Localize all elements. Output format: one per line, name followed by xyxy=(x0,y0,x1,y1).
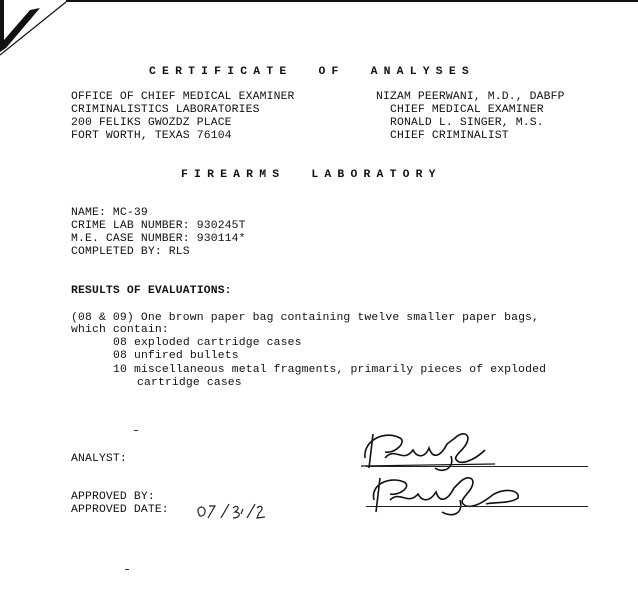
approved-by-label: APPROVED BY: xyxy=(71,491,155,503)
criminalist-title: CHIEF CRIMINALIST xyxy=(390,130,509,142)
certificate-heading: CERTIFICATE OF ANALYSES xyxy=(149,66,475,78)
result-item-fragments-cont: cartridge cases xyxy=(137,377,242,389)
office-line: OFFICE OF CHIEF MEDICAL EXAMINER xyxy=(71,91,295,103)
completed-by: COMPLETED BY: RLS xyxy=(71,246,190,258)
scan-speck xyxy=(125,569,129,570)
corner-fold-mark xyxy=(0,0,70,60)
criminalist-name: RONALD L. SINGER, M.S. xyxy=(390,117,544,129)
city-line: FORT WORTH, TEXAS 76104 xyxy=(71,130,232,142)
crime-lab-number: CRIME LAB NUMBER: 930245T xyxy=(71,220,246,232)
approved-date-label: APPROVED DATE: xyxy=(71,504,169,516)
approver-signature-line xyxy=(366,506,588,507)
analyst-signature xyxy=(355,428,505,478)
lab-heading: FIREARMS LABORATORY xyxy=(181,169,442,181)
medical-examiner-name: NIZAM PEERWANI, M.D., DABFP xyxy=(376,91,565,103)
top-border-line xyxy=(66,0,638,2)
medical-examiner-title: CHIEF MEDICAL EXAMINER xyxy=(390,104,544,116)
results-intro-line2: which contain: xyxy=(71,324,169,336)
result-item-bullets: 08 unfired bullets xyxy=(113,350,239,362)
result-item-fragments: 10 miscellaneous metal fragments, primarily pieces of exploded xyxy=(113,364,547,376)
case-name: NAME: MC-39 xyxy=(71,207,148,219)
results-heading: RESULTS OF EVALUATIONS: xyxy=(71,285,232,297)
me-case-number: M.E. CASE NUMBER: 930114* xyxy=(71,233,246,245)
analyst-label: ANALYST: xyxy=(71,453,127,465)
analyst-signature-line xyxy=(366,466,588,467)
approver-signature xyxy=(360,474,530,520)
scan-speck xyxy=(134,430,138,431)
results-intro-line1: (08 & 09) One brown paper bag containing twelve smaller paper bags, xyxy=(71,312,540,324)
approved-date-handwritten xyxy=(193,500,273,522)
lab-line: CRIMINALISTICS LABORATORIES xyxy=(71,104,260,116)
result-item-cartridges: 08 exploded cartridge cases xyxy=(113,337,302,349)
address-line: 200 FELIKS GWOZDZ PLACE xyxy=(71,117,232,129)
